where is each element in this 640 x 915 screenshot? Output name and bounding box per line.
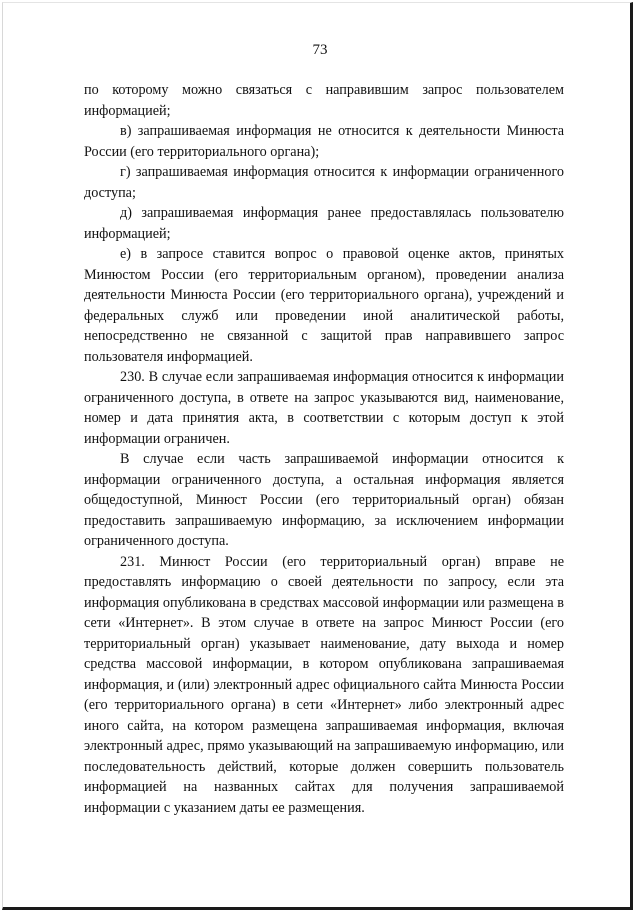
- paragraph-item-g: г) запрашиваемая информация относится к информации ограниченного доступа;: [84, 164, 564, 201]
- paragraph-230: 230. В случае если запрашиваемая информация относится к информации ограниченного доступа, в ответе на запрос указываются вид, наименование, номер и дата принятия акта, в соответствии с которым доступ к этой информации ограничен.: [84, 369, 564, 447]
- document-body: [84, 80, 564, 818]
- paragraph-item-d: д) запрашиваемая информация ранее предоставлялась пользователю информацией;: [84, 205, 564, 242]
- page-number: 73: [312, 42, 328, 58]
- paragraph-230-part: В случае если часть запрашиваемой информации относится к информации ограниченного доступа, а остальная информация является общедоступной, Минюст России (его территориальный орган) обязан предоставить запрашиваемую информацию, за исключением информации ограниченного доступа.: [84, 451, 564, 549]
- paragraph-231: 231. Минюст России (его территориальный орган) вправе не предоставлять информацию о своей деятельности по запросу, если эта информация опубликована в средствах массовой информации или размещена в сети «Интернет». В этом случае в ответе на запрос Минюст России (его территориальный орган) указывает наименование, дату выхода и номер средства массовой информации, в котором опубликована запрашиваемая информация, и (или) электронный адрес официального сайта Минюста России (его территориального органа) в сети «Интернет» либо электронный адрес иного сайта, на котором размещена запрашиваемая информация, включая электронный адрес, прямо указывающий на запрашиваемую информацию, или последовательность действий, которые должен совершить пользователь информацией на названных сайтах для получения запрашиваемой информации с указанием даты ее размещения.: [84, 553, 564, 816]
- paragraph-continuation: по которому можно связаться с направившим запрос пользователем информацией;: [84, 82, 564, 119]
- paragraph-item-e: е) в запросе ставится вопрос о правовой оценке актов, принятых Минюстом России (его территориальным органом), проведении анализа деятельности Минюста России (его территориального органа), учреждений и федеральных служб или проведении иной аналитической работы, непосредственно не связанной с защитой прав направившего запрос пользователя информацией.: [84, 246, 564, 365]
- paragraph-item-v: в) запрашиваемая информация не относится к деятельности Минюста России (его территориального органа);: [84, 123, 564, 160]
